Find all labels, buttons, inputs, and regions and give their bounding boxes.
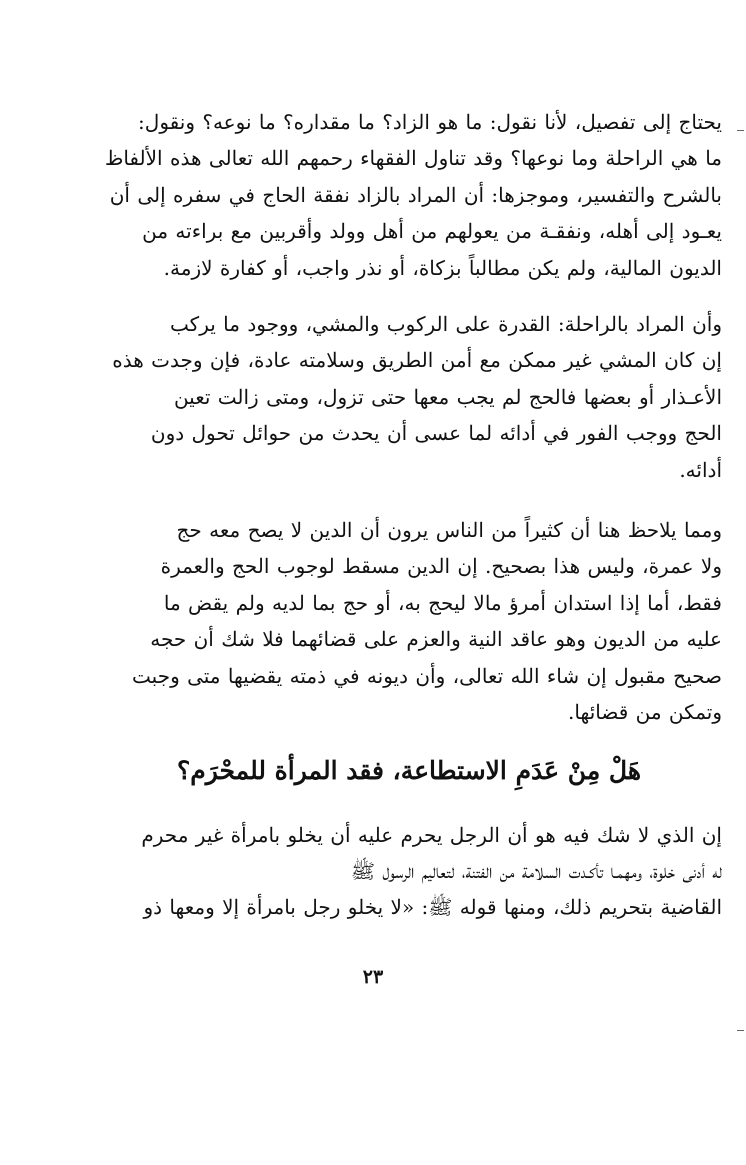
text-line: فقط، أما إذا استدان أمرؤ مالا ليحج به، أو حج بما لديه ولم يقض ما <box>163 590 722 615</box>
paragraph-2 <box>96 306 722 488</box>
text-line: ما هي الراحلة وما نوعها؟ وقد تناول الفقهاء رحمهم الله تعالى هذه الألفاظ <box>104 146 722 171</box>
text-line: الحج ووجب الفور في أدائه لما عسى أن يحدث من حوائل تحول دون <box>150 421 722 446</box>
text-line: القاضية بتحريم ذلك، ومنها قوله ﷺ: «لا يخلو رجل بامرأة إلا ومعها ذو <box>143 895 722 920</box>
text-line: إن الذي لا شك فيه هو أن الرجل يحرم عليه أن يخلو بامرأة غير محرم <box>141 822 722 847</box>
text-line: بالشرح والتفسير، وموجزها: أن المراد بالزاد نفقة الحاج في سفره إلى أن <box>109 182 722 207</box>
text-line: عليه من الديون وهو عاقد النية والعزم على قضائهما فلا شك أن حجه <box>150 627 722 652</box>
paragraph-1 <box>96 104 722 286</box>
section-heading: هَلْ مِنْ عَدَمِ الاستطاعة، فقد المرأة للمحْرَم؟ <box>176 755 642 785</box>
text-line: الديون المالية، ولم يكن مطالباً بزكاة، أو نذر واجب، أو كفارة لازمة. <box>163 255 722 280</box>
margin-mark <box>737 130 744 131</box>
text-line: الأعـذار أو بعضها فالحج لم يجب معها حتى تزول، ومتى زالت تعين <box>173 384 722 409</box>
text-line: أدائه. <box>679 457 722 482</box>
text-line: ولا عمرة، وليس هذا بصحيح. إن الدين مسقط لوجوب الحج والعمرة <box>160 554 722 579</box>
text-line: إن كان المشي غير ممكن مع أمن الطريق وسلامته عادة، فإن وجدت هذه <box>112 348 722 373</box>
text-line: صحيح مقبول إن شاء الله تعالى، وأن ديونه في ذمته يقضيها متى وجبت <box>132 663 722 688</box>
text-line: له أدنى خلوة، ومهمـا تأكـدت السلامة من الفتنة، لتعاليم الرسول ﷺ <box>350 858 722 883</box>
margin-mark <box>737 1030 744 1031</box>
page-body <box>96 104 722 946</box>
text-line: يعـود إلى أهله، ونفقـة من يعولهم من أهل وولد وأقربين مع براءته من <box>142 219 722 244</box>
paragraph-3 <box>96 512 722 730</box>
paragraph-4 <box>96 817 722 926</box>
text-line: وأن المراد بالراحلة: القدرة على الركوب والمشي، ووجود ما يركب <box>170 312 722 337</box>
text-line: يحتاج إلى تفصيل، لأنا نقول: ما هو الزاد؟ ما مقداره؟ ما نوعه؟ ونقول: <box>138 110 722 134</box>
page-number: ٢٣ <box>362 966 384 988</box>
text-line: وتمكن من قضائها. <box>568 700 722 725</box>
text-line: ومما يلاحظ هنا أن كثيراً من الناس يرون أن الدين لا يصح معه حج <box>176 518 722 543</box>
